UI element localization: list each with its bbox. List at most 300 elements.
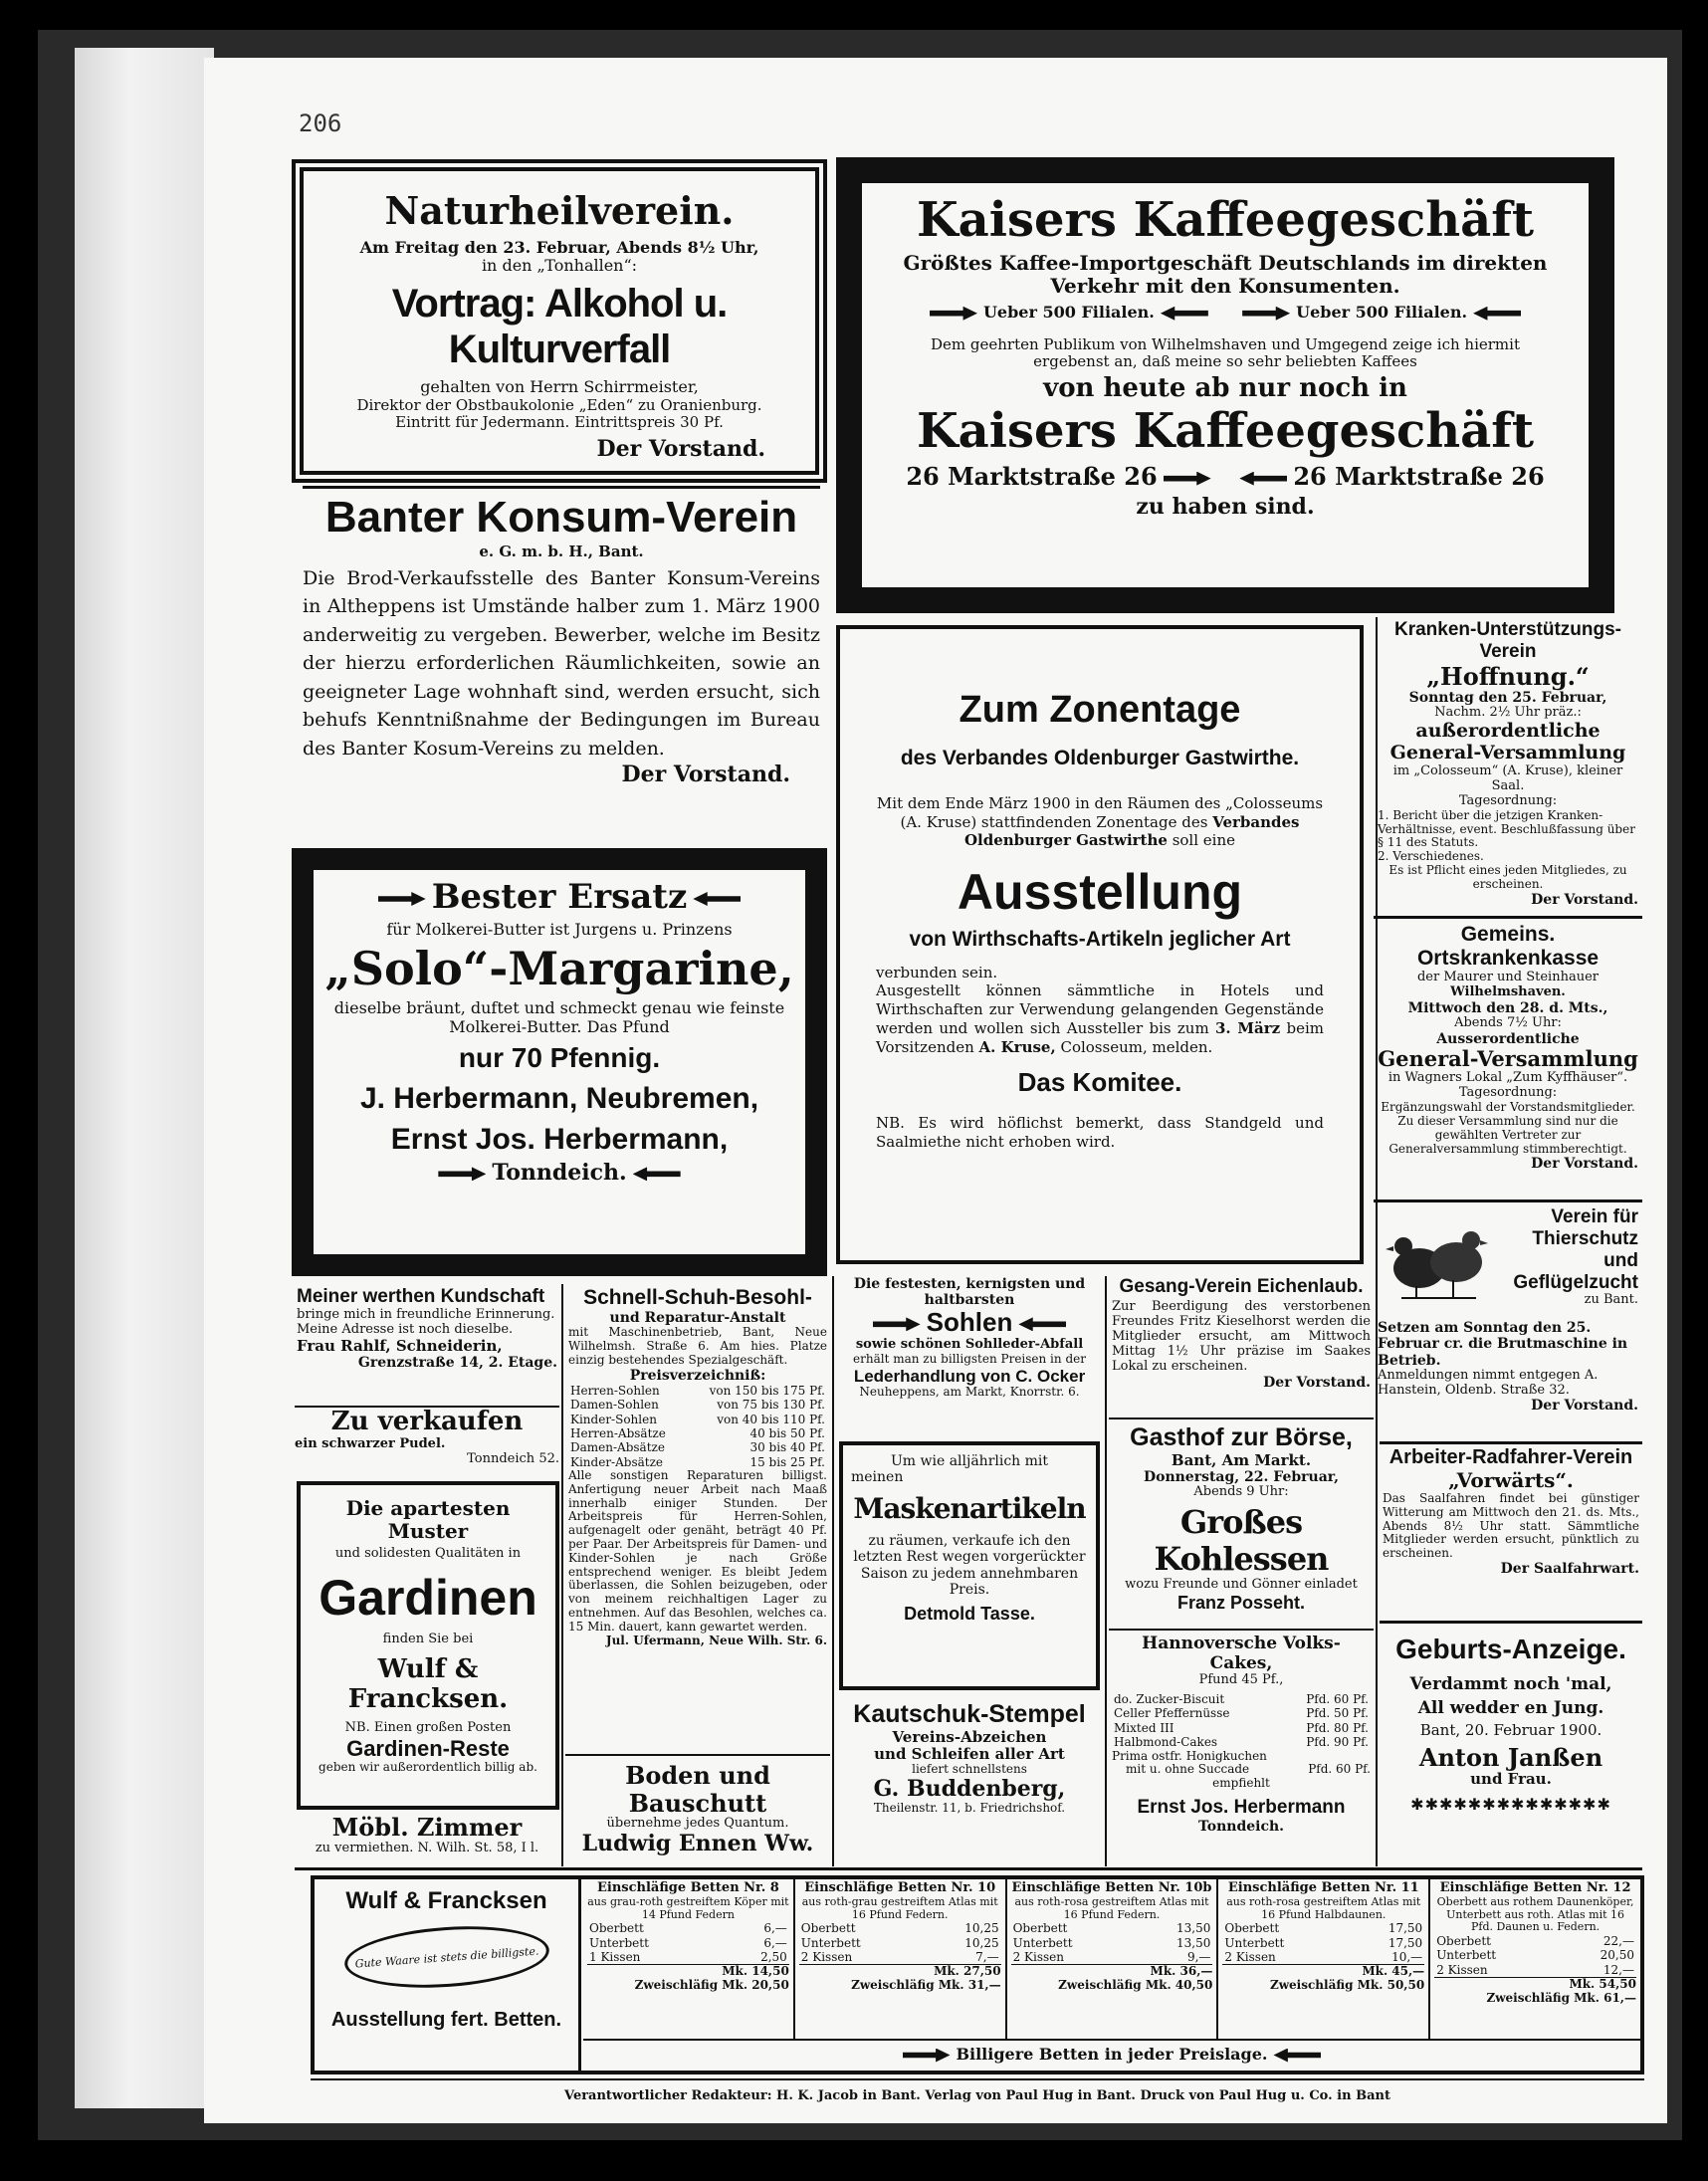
boerse-headline: Großes Kohlessen	[1154, 1503, 1329, 1578]
betten-col-total: Mk. 45,—	[1222, 1964, 1424, 1979]
cakes-item: Mixted III	[1114, 1720, 1174, 1735]
ad-kautschuk-stempel	[836, 1700, 1103, 1865]
kaisers-addr2: 26 Marktstraße 26	[1293, 462, 1545, 492]
margarine-l3: Molkerei-Butter. Das Pfund	[449, 1016, 670, 1036]
table-row	[587, 1936, 789, 1950]
betten-col-double: Zweischläfig Mk. 31,—	[851, 1978, 1001, 1993]
ad-gardinen	[297, 1481, 559, 1810]
betten-columns	[583, 1879, 1640, 2039]
zonentag-p3c: beim Vorsitzenden	[876, 1018, 1324, 1056]
radfahrer-body: Das Saalfahren findet bei günstiger Witterung am Mittwoch den 21. ds. Mts., Abends 8½ Uhr statt. Sämmtliche Mitglieder werden ersucht, pünktlich zu erscheinen.	[1383, 1491, 1639, 1561]
cakes-l3p: Pfd. 60 Pf.	[1308, 1762, 1371, 1777]
betten-col-desc: aus roth-rosa gestreiftem Atlas mit 16 Pfund Federn.	[1014, 1894, 1209, 1921]
betten-column	[583, 1879, 793, 2039]
schuh-price: 40 bis 50 Pf.	[749, 1425, 825, 1440]
hoffnung-title: Kranken-Unterstützungs-Verein	[1393, 619, 1621, 662]
eichenlaub-sign: Der Vorstand.	[1263, 1374, 1371, 1391]
thierschutz-sign: Der Vorstand.	[1531, 1398, 1638, 1415]
ad-eichenlaub	[1109, 1276, 1374, 1416]
ortskranken-date: Mittwoch den 28. d. Mts.,	[1407, 1000, 1608, 1017]
betten-price: 10,25	[964, 1935, 999, 1950]
betten-item: Unterbett	[589, 1935, 649, 1950]
boerse-l3: Abends 9 Uhr:	[1193, 1484, 1289, 1500]
betten-price: 10,25	[964, 1921, 999, 1936]
schuh-price-title: Preisverzeichniß:	[629, 1367, 766, 1384]
betten-col-title: Einschläfige Betten Nr. 8	[596, 1880, 779, 1895]
radfahrer-name: „Vorwärts“.	[1448, 1468, 1574, 1492]
schuh-item: Kinder-Absätze	[570, 1454, 664, 1469]
ad-geburts-anzeige	[1380, 1621, 1642, 1865]
table-row	[1222, 1950, 1424, 1964]
margarine-seller3-row	[321, 1161, 797, 1186]
schuh-item: Kinder-Sohlen	[570, 1412, 657, 1426]
betten-col-table	[1434, 1934, 1636, 1977]
gardinen-l2: und solidesten Qualitäten in	[334, 1546, 522, 1561]
pointing-hand-icon	[1273, 2049, 1321, 2063]
masken-title: Maskenartikeln	[853, 1492, 1086, 1526]
betten-col-desc: aus roth-grau gestreiftem Atlas mit 16 Pfund Federn.	[801, 1894, 998, 1921]
cakes-l3: mit u. ohne Succade	[1126, 1762, 1250, 1777]
geburt-border: ✱✱✱✱✱✱✱✱✱✱✱✱✱✱	[1410, 1795, 1611, 1815]
column-rule	[832, 1276, 834, 1866]
ad-naturheilverein	[292, 159, 827, 483]
hoffnung-sign: Der Vorstand.	[1531, 891, 1638, 908]
eichenlaub-title: Gesang-Verein Eichenlaub.	[1119, 1276, 1364, 1297]
boerse-sign: Franz Posseht.	[1176, 1592, 1306, 1613]
ad-kundschaft	[295, 1286, 559, 1411]
cakes-price: Pfd. 80 Pf.	[1306, 1720, 1369, 1735]
schuh-price: von 150 bis 175 Pf.	[709, 1383, 825, 1398]
cakes-item: Halbmond-Cakes	[1114, 1735, 1218, 1750]
betten-price: 13,50	[1176, 1935, 1211, 1950]
geburt-sign: Anton Janßen	[1418, 1742, 1603, 1772]
betten-seal	[342, 1919, 551, 1993]
table-row	[587, 1950, 789, 1964]
ortskranken-l1: der Maurer und Steinhauer	[1416, 970, 1599, 985]
betten-column	[1216, 1879, 1428, 2039]
naturheil-line4: Direktor der Obstbaukolonie „Eden“ zu Oranienburg.	[356, 395, 762, 414]
table-row	[568, 1440, 827, 1454]
betten-price: 12,—	[1602, 1962, 1634, 1977]
zonentag-p2: verbunden sein.	[876, 963, 998, 981]
betten-item: Oberbett	[1012, 1921, 1068, 1936]
kundschaft-l2: Meine Adresse ist noch dieselbe.	[297, 1321, 514, 1337]
boden-sign: Ludwig Ennen Ww.	[581, 1831, 814, 1857]
pointing-hand-icon	[903, 2049, 951, 2063]
betten-price: 2,50	[760, 1950, 787, 1964]
betten-column	[1005, 1879, 1217, 2039]
boden-title: Boden und Bauschutt	[625, 1761, 770, 1818]
zonentag-nb: NB. Es wird höflichst bemerkt, dass Standgeld und Saalmiethe nicht erhoben wird.	[876, 1114, 1324, 1152]
schuh-item: Damen-Absätze	[570, 1440, 665, 1455]
table-row	[1222, 1936, 1424, 1950]
ad-schuh-besohl	[565, 1286, 830, 1752]
ad-gasthof-boerse	[1109, 1418, 1374, 1627]
betten-column	[1428, 1879, 1640, 2039]
boerse-title: Gasthof zur Börse,	[1130, 1423, 1353, 1451]
table-row	[1112, 1721, 1371, 1735]
margarine-brand: „Solo“-Margarine,	[324, 942, 794, 996]
thierschutz-body2: Anmeldungen nimmt entgegen A. Hanstein, Oldenb. Straße 32.	[1378, 1367, 1599, 1398]
betten-item: Oberbett	[800, 1921, 856, 1936]
table-row	[568, 1426, 827, 1440]
chickens-icon	[1382, 1208, 1491, 1318]
geburt-title: Geburts-Anzeige.	[1395, 1634, 1626, 1664]
table-row	[1434, 1948, 1636, 1962]
geburt-l1: Verdammt noch 'mal,	[1409, 1674, 1612, 1695]
section-rule	[295, 1867, 1642, 1870]
sohlen-title: Sohlen	[926, 1307, 1013, 1338]
betten-price: 17,50	[1388, 1935, 1423, 1950]
moebl-title: Möbl. Zimmer	[331, 1814, 523, 1842]
banter-sub: e. G. m. b. H., Bant.	[479, 542, 644, 560]
margarine-l1: für Molkerei-Butter ist Jurgens u. Prinzens	[386, 920, 733, 940]
betten-seal-text: Gute Waare ist stets die billigste.	[353, 1943, 539, 1970]
zonentag-sub: des Verbandes Oldenburger Gastwirthe.	[900, 746, 1300, 769]
masken-sign: Detmold Tasse.	[904, 1603, 1035, 1624]
banter-title: Banter Konsum-Verein	[303, 486, 820, 544]
pointing-hand-icon	[378, 892, 426, 906]
betten-col-title: Einschläfige Betten Nr. 12	[1439, 1880, 1631, 1895]
ad-betten	[311, 1875, 1644, 2074]
ad-radfahrer	[1380, 1441, 1642, 1617]
ortskranken-title: Gemeins. Ortskrankenkasse	[1416, 923, 1600, 971]
zonentag-p3	[876, 981, 1324, 1056]
hoffnung-head: außerordentliche General-Versammlung	[1389, 720, 1626, 764]
betten-col-desc: aus grau-roth gestreiftem Köper mit 14 Pfund Federn	[587, 1894, 789, 1921]
margarine-title-row	[321, 878, 797, 917]
masken-l3: zu räumen, verkaufe ich den letzten Rest wegen vorgerückter Saison zu jedem annehmbaren Preis.	[853, 1533, 1086, 1598]
betten-item: Unterbett	[800, 1935, 861, 1950]
ad-solo-margarine	[292, 848, 827, 1276]
betten-col-double: Zweischläfig Mk. 61,—	[1486, 1990, 1636, 2005]
pointing-hand-icon	[873, 1317, 921, 1331]
pointing-hand-icon	[693, 892, 741, 906]
zonentag-sign: Das Komitee.	[1017, 1067, 1182, 1098]
margarine-seller1: J. Herbermann, Neubremen,	[359, 1082, 759, 1116]
kundschaft-title: Meiner werthen Kundschaft	[297, 1286, 545, 1307]
kaisers-addr-row	[872, 463, 1579, 491]
radfahrer-title: Arbeiter-Radfahrer-Verein	[1388, 1446, 1633, 1468]
betten-price: 6,—	[763, 1935, 787, 1950]
betten-price: 17,50	[1388, 1921, 1423, 1936]
betten-item: 2 Kissen	[1224, 1950, 1276, 1964]
thierschutz-l1: zu Bant.	[1584, 1292, 1638, 1308]
boden-l1: übernehme jedes Quantum.	[606, 1816, 789, 1832]
betten-col-double: Zweischläfig Mk. 40,50	[1058, 1978, 1213, 1993]
betten-item: Unterbett	[1436, 1948, 1497, 1963]
column-rule	[1376, 617, 1378, 1866]
verkaufen-title: Zu verkaufen	[330, 1407, 524, 1436]
thierschutz-title: Verein für Thierschutz und Geflügelzucht	[1513, 1206, 1638, 1293]
kaisers-text3: von heute ab nur noch in	[1043, 373, 1407, 404]
zonentag-p1-text: Mit dem Ende März 1900 in den Räumen des „Colosseums (A. Kruse) stattfindenden Zonentage des	[876, 793, 1324, 831]
betten-price: 9,—	[1186, 1950, 1211, 1964]
schuh-item: Damen-Sohlen	[570, 1398, 659, 1413]
table-row	[568, 1384, 827, 1398]
pointing-hand-icon	[438, 1167, 486, 1181]
betten-col-total: Mk. 14,50	[587, 1964, 789, 1979]
table-row	[1434, 1934, 1636, 1948]
zonentag-title: Zum Zonentage	[959, 689, 1241, 731]
kaisers-filialen1: Ueber 500 Filialen.	[982, 303, 1155, 323]
table-row	[1011, 1921, 1213, 1935]
gardinen-l3: finden Sie bei	[382, 1632, 474, 1647]
gardinen-l5: Gardinen-Reste	[346, 1736, 510, 1762]
zonentag-p3e: Colosseum, melden.	[1060, 1037, 1213, 1056]
naturheil-title: Naturheilverein.	[384, 188, 735, 233]
ad-zonentage	[836, 625, 1364, 1264]
schuh-body: mit Maschinenbetrieb, Bant, Neue Wilhelmsh. Straße 6. Am hies. Platze einzig bestehendes Spezialgeschäft.	[568, 1325, 827, 1367]
schuh-price: von 75 bis 130 Pf.	[717, 1398, 825, 1413]
ortskranken-agenda-title: Tagesordnung:	[1458, 1085, 1558, 1101]
zonentag-p1	[876, 794, 1324, 850]
ad-sohlen	[836, 1276, 1103, 1433]
ad-boden-bauschutt	[565, 1754, 830, 1865]
masken-l1: Um wie alljährlich mit	[890, 1453, 1049, 1469]
betten-banner-text: Billigere Betten in jeder Preislage.	[956, 2045, 1268, 2064]
kaisers-sub2: Verkehr mit den Konsumenten.	[1050, 274, 1400, 299]
imprint	[311, 2084, 1644, 2106]
betten-price: 6,—	[763, 1921, 787, 1936]
sohlen-l4: erhält man zu billigsten Preisen in der	[853, 1352, 1086, 1367]
table-row	[1434, 1963, 1636, 1977]
schuh-price: 30 bis 40 Pf.	[749, 1440, 825, 1455]
ortskranken-head1: Ausserordentliche	[1436, 1031, 1580, 1048]
gardinen-l6: geben wir außerordentlich billig ab.	[319, 1760, 537, 1775]
kautschuk-l2: und Schleifen aller Art	[874, 1745, 1065, 1763]
betten-col-total: Mk. 27,50	[799, 1964, 1001, 1979]
ad-ortskrankenkasse	[1374, 916, 1642, 1199]
kautschuk-l1: Vereins-Abzeichen	[892, 1727, 1047, 1746]
betten-foot: Ausstellung fert. Betten.	[330, 2008, 562, 2031]
zonentag-p3b: 3. März	[1215, 1018, 1281, 1037]
naturheil-headline: Vortrag: Alkohol u. Kulturverfall	[391, 282, 728, 372]
verkaufen-l2: Tonndeich 52.	[467, 1450, 559, 1466]
table-row	[1011, 1950, 1213, 1964]
betten-item: Oberbett	[589, 1921, 644, 1936]
ortskranken-time: Abends 7½ Uhr:	[1454, 1015, 1562, 1031]
moebl-l1: zu vermiethen. N. Wilh. St. 58, I l.	[315, 1840, 539, 1855]
schuh-item: Herren-Absätze	[570, 1425, 666, 1440]
margarine-seller3: Tonndeich.	[492, 1160, 627, 1187]
zonentag-p3d: A. Kruse,	[978, 1037, 1056, 1056]
kautschuk-addr: Theilenstr. 11, b. Friedrichshof.	[873, 1801, 1066, 1816]
margarine-title: Bester Ersatz	[431, 877, 688, 917]
betten-item: 1 Kissen	[589, 1950, 641, 1964]
ad-thierschutz	[1374, 1200, 1642, 1438]
betten-col-double: Zweischläfig Mk. 50,50	[1269, 1978, 1425, 1993]
betten-price: 13,50	[1176, 1921, 1211, 1936]
schuh-price: 15 bis 25 Pf.	[749, 1454, 825, 1469]
betten-column	[793, 1879, 1005, 2039]
betten-col-total: Mk. 54,50	[1434, 1977, 1636, 1992]
boerse-l1: Bant, Am Markt.	[1171, 1450, 1312, 1469]
betten-col-table	[1222, 1921, 1424, 1964]
table-row	[568, 1398, 827, 1412]
ad-hoffnung	[1374, 617, 1642, 914]
pointing-hand-icon	[1164, 472, 1211, 486]
betten-item: Unterbett	[1012, 1935, 1073, 1950]
betten-item: Oberbett	[1436, 1933, 1491, 1948]
pointing-hand-icon	[1473, 307, 1521, 321]
cakes-item: Celler Pfeffernüsse	[1114, 1706, 1230, 1721]
kautschuk-sign: G. Buddenberg,	[873, 1776, 1066, 1803]
column-rule	[561, 1284, 563, 1866]
cakes-l4: empfiehlt	[1212, 1776, 1270, 1791]
betten-firm-panel	[315, 1879, 581, 2071]
sohlen-l1: Die festesten, kernigsten und	[853, 1276, 1086, 1292]
kautschuk-title: Kautschuk-Stempel	[853, 1700, 1086, 1728]
kundschaft-l4: Grenzstraße 14, 2. Etage.	[357, 1354, 557, 1371]
naturheil-line3: gehalten von Herrn Schirrmeister,	[420, 377, 699, 397]
betten-col-desc: Oberbett aus rothem Daunenköper, Unterbett aus roth. Atlas mit 16 Pfd. Daunen u. Federn.	[1436, 1894, 1634, 1934]
ortskranken-sign: Der Vorstand.	[1531, 1156, 1638, 1173]
gardinen-title: Gardinen	[319, 1569, 537, 1626]
cakes-l2: Prima ostfr. Honigkuchen	[1112, 1748, 1267, 1763]
hoffnung-agenda-title: Tagesordnung:	[1458, 792, 1558, 808]
table-row	[1112, 1706, 1371, 1720]
hoffnung-time: Nachm. 2½ Uhr präz.:	[1434, 705, 1582, 721]
ad-volks-cakes	[1109, 1629, 1374, 1865]
naturheil-line5: Eintritt für Jedermann. Eintrittspreis 30 Pf.	[395, 413, 724, 432]
cakes-price: Pfd. 60 Pf.	[1306, 1692, 1369, 1707]
geburt-sign2: und Frau.	[1470, 1770, 1552, 1789]
geburt-l2: All wedder en Jung.	[1417, 1697, 1604, 1718]
table-row	[1112, 1735, 1371, 1749]
cakes-title: Hannoversche Volks-Cakes,	[1142, 1634, 1341, 1673]
imprint-rule	[311, 2078, 1644, 2080]
betten-item: Unterbett	[1224, 1935, 1285, 1950]
schuh-price: von 40 bis 110 Pf.	[717, 1412, 825, 1426]
table-row	[568, 1455, 827, 1469]
zonentag-headline: Ausstellung	[957, 864, 1243, 921]
ortskranken-head2: General-Versammlung	[1378, 1046, 1638, 1072]
betten-price: 10,—	[1391, 1950, 1423, 1964]
ad-verkaufen	[295, 1406, 559, 1479]
betten-banner	[583, 2039, 1640, 2071]
page-number: 206	[299, 109, 342, 137]
betten-col-table	[587, 1921, 789, 1964]
pointing-hand-icon	[1161, 307, 1208, 321]
table-row	[1011, 1936, 1213, 1950]
kundschaft-l3: Frau Rahlf, Schneiderin,	[297, 1336, 503, 1355]
cakes-l3-row	[1112, 1763, 1371, 1777]
betten-col-double: Zweischläfig Mk. 20,50	[634, 1978, 789, 1993]
sohlen-l3: sowie schönen Sohlleder-Abfall	[855, 1337, 1084, 1353]
sohlen-l5: Lederhandlung von C. Ocker	[853, 1366, 1086, 1386]
kaisers-sub1: Größtes Kaffee-Importgeschäft Deutschlands im direkten	[903, 251, 1548, 276]
betten-price: 22,—	[1602, 1933, 1634, 1948]
ad-kaisers-kaffee	[836, 157, 1614, 613]
kaisers-text2: ergebenst an, daß meine so sehr beliebten Kaffees	[1033, 351, 1417, 370]
cakes-price: Pfd. 50 Pf.	[1306, 1706, 1369, 1721]
table-row	[587, 1921, 789, 1935]
zonentag-p1c: soll eine	[1172, 831, 1236, 850]
sohlen-l2: haltbarsten	[924, 1292, 1015, 1309]
kautschuk-l3: liefert schnellstens	[912, 1762, 1027, 1777]
pointing-hand-icon	[1018, 1317, 1066, 1331]
boerse-l4: wozu Freunde und Gönner einladet	[1125, 1576, 1358, 1592]
sohlen-title-row	[836, 1308, 1103, 1338]
betten-item: Oberbett	[1224, 1921, 1280, 1936]
betten-col-desc: aus roth-rosa gestreiftem Atlas mit 16 Pfund Halbdaunen.	[1226, 1894, 1421, 1921]
hoffnung-name: „Hoffnung.“	[1426, 661, 1590, 691]
zonentag-p1b: Verbandes Oldenburger Gastwirthe	[963, 812, 1300, 850]
ad-banter-konsum	[297, 486, 826, 834]
schuh-title: Schnell-Schuh-Besohl-	[583, 1286, 812, 1309]
schuh-title2: und Reparatur-Anstalt	[609, 1310, 786, 1327]
ortskranken-place: in Wagners Lokal „Zum Kyffhäuser“.	[1388, 1070, 1628, 1086]
hoffnung-agenda-2: 2. Verschiedenes.	[1378, 849, 1484, 864]
table-row	[1222, 1921, 1424, 1935]
gardinen-firm: Wulf & Francksen.	[347, 1654, 509, 1715]
kaisers-title: Kaisers Kaffeegeschäft	[916, 192, 1535, 248]
table-row	[568, 1413, 827, 1426]
table-row	[799, 1936, 1001, 1950]
cakes-l1: Pfund 45 Pf.,	[1198, 1672, 1284, 1688]
boerse-l2: Donnerstag, 22. Februar,	[1143, 1469, 1340, 1485]
gardinen-l1: Die apartesten Muster	[345, 1496, 511, 1543]
betten-firm: Wulf & Francksen	[345, 1887, 547, 1914]
cakes-table	[1112, 1692, 1371, 1750]
margarine-l2: dieselbe bräunt, duftet und schmeckt genau wie feinste	[333, 998, 785, 1018]
betten-price: 7,—	[975, 1950, 999, 1964]
radfahrer-sign: Der Saalfahrwart.	[1500, 1560, 1639, 1577]
pointing-hand-icon	[1239, 472, 1287, 486]
ortskranken-agenda: Ergänzungswahl der Vorstandsmitglieder. Zu dieser Versammlung sind nur die gewählten Vertreter zur Generalversammlung stimmberechtigt.	[1381, 1100, 1635, 1156]
betten-col-title: Einschläfige Betten Nr. 10	[804, 1880, 996, 1895]
naturheil-sign: Der Vorstand.	[596, 436, 765, 463]
masken-l2: meinen	[851, 1469, 904, 1486]
betten-col-title: Einschläfige Betten Nr. 10b	[1011, 1880, 1212, 1895]
pointing-hand-icon	[633, 1167, 681, 1181]
ad-moebl-zimmer	[295, 1814, 559, 1865]
betten-item: 2 Kissen	[1012, 1950, 1064, 1964]
pointing-hand-icon	[1242, 307, 1290, 321]
cakes-price: Pfd. 90 Pf.	[1306, 1735, 1369, 1750]
table-row	[799, 1921, 1001, 1935]
kaisers-text1: Dem geehrten Publikum von Wilhelmshaven und Umgegend zeige ich hiermit	[931, 334, 1520, 353]
kaisers-end: zu haben sind.	[1136, 493, 1315, 520]
cakes-item: do. Zucker-Biscuit	[1114, 1692, 1225, 1707]
naturheil-line2: in den „Tonhallen“:	[481, 256, 638, 276]
kaisers-filialen-row	[872, 304, 1579, 322]
cakes-sign2: Tonndeich.	[1197, 1818, 1285, 1835]
naturheil-line1: Am Freitag den 23. Februar, Abends 8½ Uhr,	[359, 237, 759, 257]
banter-body: Die Brod-Verkaufsstelle des Banter Konsum-Vereins in Altheppens ist Umstände halber zum 1. März 1900 anderweitig zu vergeben. Bewerber, welche im Besitz der hierzu erforderlichen Räumlichkeiten, sowie an geeigneter Lage wohnhaft sind, werden ersucht, sich behufs Kenntnißnahme der Bedingungen im Bureau des Banter Kosum-Vereins zu melden.	[303, 566, 820, 760]
gardinen-l4: NB. Einen großen Posten	[344, 1720, 512, 1736]
hoffnung-agenda-1: 1. Bericht über die jetzigen Kranken-Verhältnisse, event. Beschlußfassung über § 11 des Statuts.	[1378, 807, 1635, 850]
zonentag-p3-text: Ausgestellt können sämmtliche in Hotels und Wirthschaften zur Verwendung gelangenden Gegenstände werden und wollen sich Aussteller bis zum	[876, 981, 1324, 1037]
table-row	[799, 1950, 1001, 1964]
schuh-price-table	[568, 1384, 827, 1469]
betten-col-title: Einschläfige Betten Nr. 11	[1227, 1880, 1419, 1895]
kaisers-filialen2: Ueber 500 Filialen.	[1296, 303, 1468, 323]
table-row	[1112, 1692, 1371, 1706]
pointing-hand-icon	[930, 307, 977, 321]
kundschaft-l1: bringe mich in freundliche Erinnerung.	[297, 1306, 555, 1322]
imprint-text: Verantwortlicher Redakteur: H. K. Jacob in Bant. Verlag von Paul Hug in Bant. Druck von Paul Hug u. Co. in Bant	[564, 2088, 1390, 2103]
betten-item: 2 Kissen	[800, 1950, 853, 1964]
kaisers-title2: Kaisers Kaffeegeschäft	[916, 402, 1535, 459]
schuh-item: Herren-Sohlen	[570, 1383, 660, 1398]
column-rule	[1105, 1276, 1107, 1866]
schuh-body2: Alle sonstigen Reparaturen billigst. Anfertigung neuer Arbeit nach Maaß innerhalb einiger Stunden. Der Arbeitspreis für Herren-Sohlen, aufgenagelt oder genäht, beträgt 40 Pf. per Paar. Der Arbeitspreis für Damen- und Kinder-Sohlen je nach Größe entsprechend weniger. Es bleibt Jedem überlassen, die Sohlen beizugeben, oder von meinem reichhaltigen Lager zu entnehmen. Auf das Besohlen, welches ca. 15 Min. dauert, kann gewartet werden.	[568, 1468, 827, 1634]
betten-item: 2 Kissen	[1436, 1962, 1488, 1977]
ortskranken-l2: Wilhelmshaven.	[1450, 984, 1566, 1000]
banter-sign: Der Vorstand.	[621, 762, 790, 788]
